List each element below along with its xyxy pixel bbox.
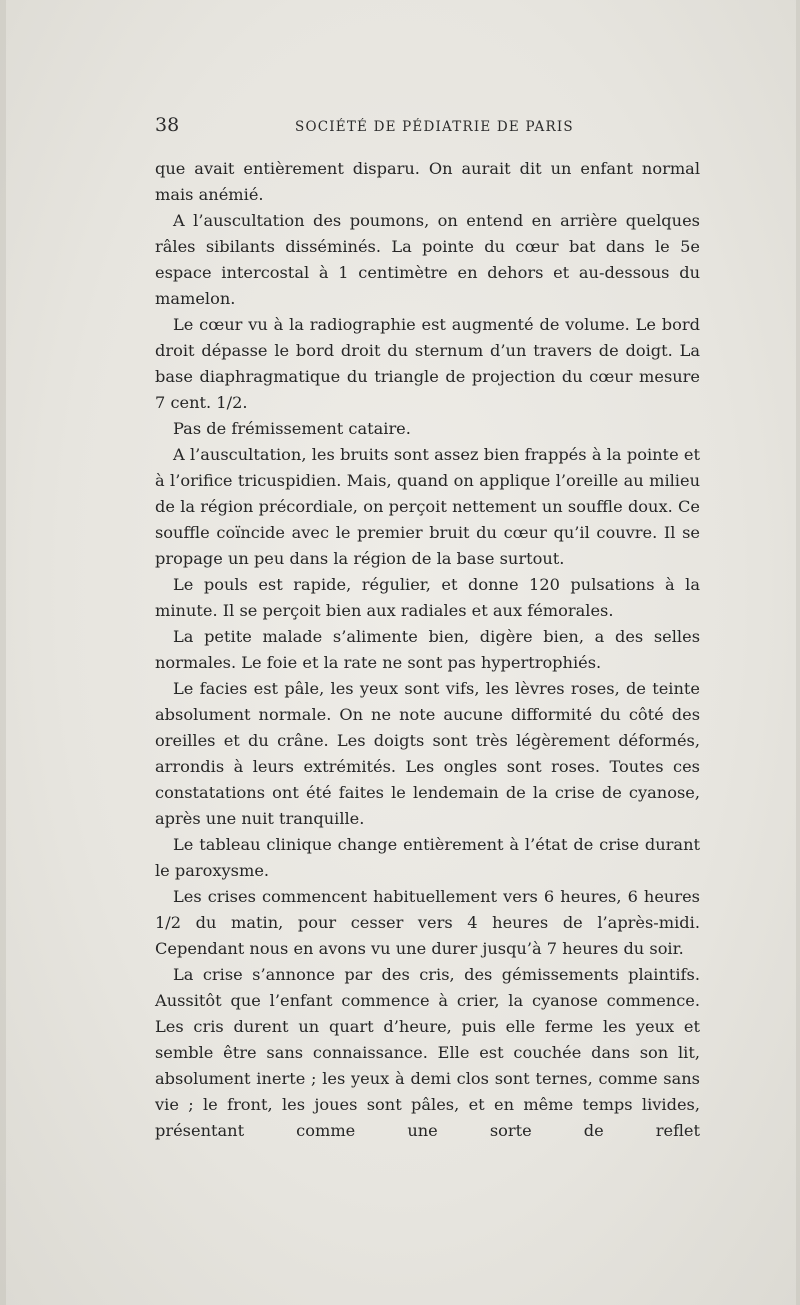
paragraph-8: Le facies est pâle, les yeux sont vifs, les lèvres roses, de teinte absolument normale. On ne note aucune difformité du côté des oreilles et du crâne. Les doigts sont très légèrement déformés, arrondis à leurs extrémités. Les ongles sont roses. Toutes ces constatations ont été faites le lendemain de la crise de cyanose, après une nuit tranquille. (155, 679, 700, 828)
page-header (155, 114, 700, 140)
paragraph-4: Pas de frémissement cataire. (173, 419, 411, 438)
paragraph-6: Le pouls est rapide, régulier, et donne 120 pulsations à la minute. Il se perçoit bien aux radiales et aux fémorales. (155, 575, 700, 620)
body-text (155, 156, 700, 1144)
paragraph-5: A l’auscultation, les bruits sont assez bien frappés à la pointe et à l’orifice tricuspidien. Mais, quand on applique l’oreille au milieu de la région précordiale, on perçoit nettement un souffle doux. Ce souffle coïncide avec le premier bruit du cœur qu’il couvre. Il se propage un peu dans la région de la base surtout. (155, 445, 700, 568)
page-number: 38 (155, 114, 180, 136)
running-title: SOCIÉTÉ DE PÉDIATRIE DE PARIS (295, 119, 574, 135)
scan-edge-shadow-right (796, 0, 800, 1305)
paragraph-9: Le tableau clinique change entièrement à l’état de crise durant le paroxysme. (155, 835, 700, 880)
paragraph-7: La petite malade s’alimente bien, digère bien, a des selles normales. Le foie et la rate ne sont pas hypertrophiés. (155, 627, 700, 672)
paragraph-1: que avait entièrement disparu. On aurait dit un enfant normal mais anémié. (155, 159, 700, 204)
paragraph-3: Le cœur vu à la radiographie est augmenté de volume. Le bord droit dépasse le bord droit du sternum d’un travers de doigt. La base diaphragmatique du triangle de projection du cœur mesure 7 cent. 1/2. (155, 315, 700, 412)
scan-edge-shadow (0, 0, 6, 1305)
paragraph-10: Les crises commencent habituellement vers 6 heures, 6 heures 1/2 du matin, pour cesser vers 4 heures de l’après-midi. Cependant nous en avons vu une durer jusqu’à 7 heures du soir. (155, 887, 700, 958)
paragraph-2: A l’auscultation des poumons, on entend en arrière quelques râles sibilants disséminés. La pointe du cœur bat dans le 5e espace intercostal à 1 centimètre en dehors et au-dessous du mamelon. (155, 211, 700, 308)
paragraph-11: La crise s’annonce par des cris, des gémissements plaintifs. Aussitôt que l’enfant commence à crier, la cyanose commence. Les cris durent un quart d’heure, puis elle ferme les yeux et semble être sans connaissance. Elle est couchée dans son lit, absolument inerte ; les yeux à demi clos sont ternes, comme sans vie ; le front, les joues sont pâles, et en même temps livides, présentant comme une sorte de reflet (155, 965, 700, 1140)
